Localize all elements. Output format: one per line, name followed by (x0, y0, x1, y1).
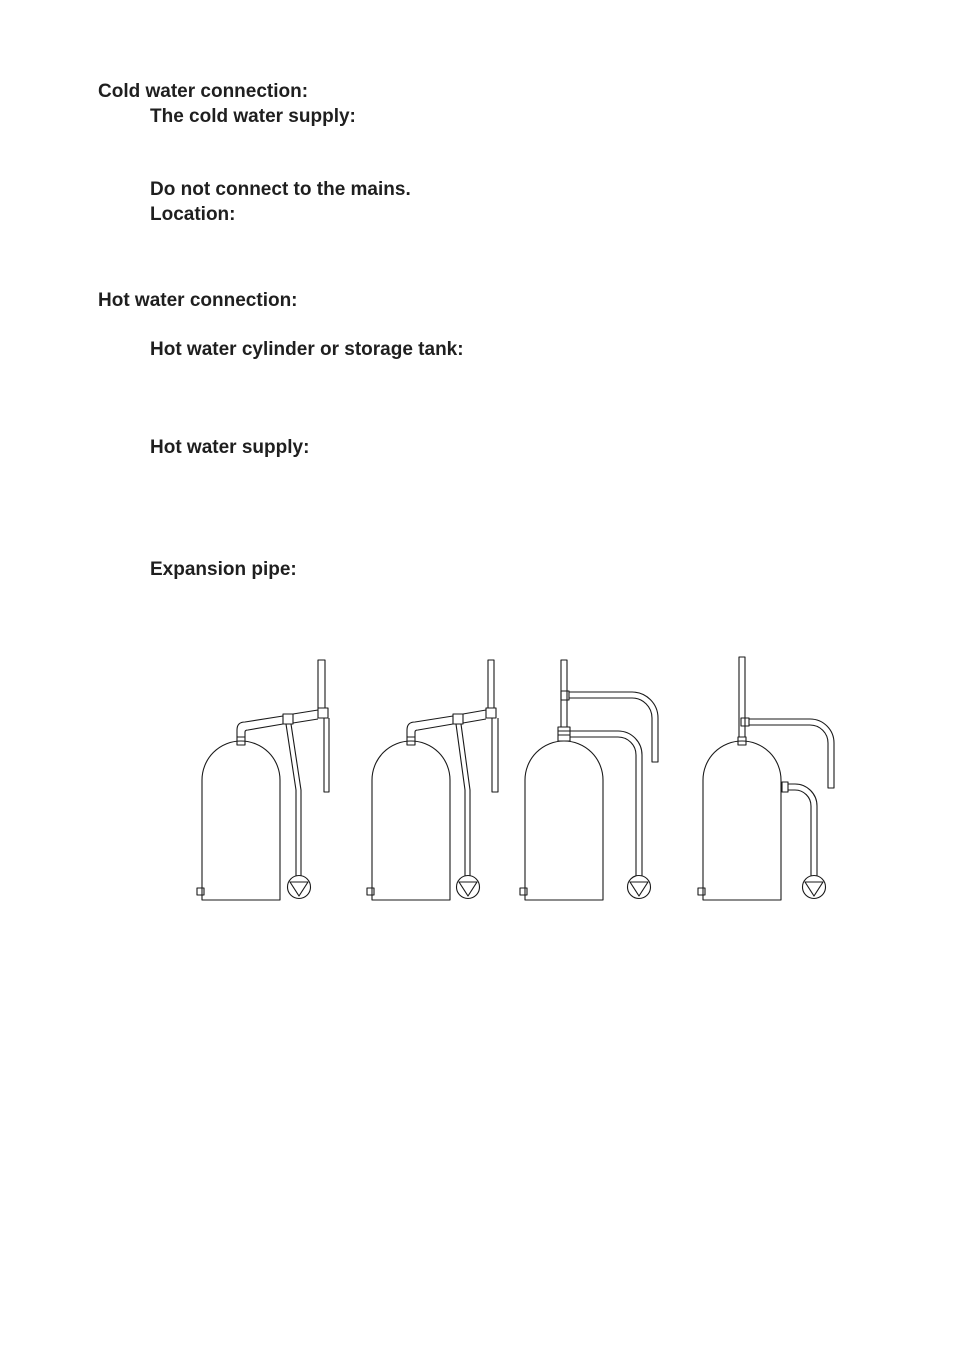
installation-4 (698, 657, 834, 900)
installation-1 (197, 660, 329, 900)
vent-pipe (569, 692, 658, 762)
tee-fitting (283, 714, 293, 724)
cold-inlet (698, 888, 705, 895)
mains-warning: Do not connect to the mains. (150, 179, 411, 200)
installation-3 (520, 660, 658, 900)
expansion-pipe (739, 657, 745, 737)
location-heading: Location: (150, 204, 236, 225)
flow-pipe (788, 784, 817, 876)
cylinder (703, 741, 781, 900)
tee-fitting (453, 714, 463, 724)
expansion-pipe (561, 660, 567, 727)
cylinder-heading: Hot water cylinder or storage tank: (150, 339, 464, 360)
pump-triangle-icon (803, 876, 826, 899)
return-pipe (456, 724, 470, 876)
tee-fitting (561, 691, 569, 700)
expansion-pipe (318, 660, 329, 792)
side-outlet (782, 782, 788, 792)
cold-inlet (367, 888, 374, 895)
expansion-pipe (488, 660, 498, 792)
supply-pipe (463, 710, 486, 723)
vent-pipe (749, 719, 834, 788)
outlet-fitting (558, 727, 570, 741)
tee-fitting (486, 708, 496, 718)
hot-water-supply-heading: Hot water supply: (150, 437, 310, 458)
installation-2 (367, 660, 498, 900)
supply-pipe (293, 710, 318, 723)
pump-triangle-icon (288, 876, 311, 899)
hot-water-heading: Hot water connection: (98, 290, 298, 311)
tee-fitting (318, 708, 328, 718)
installation-diagram (190, 650, 850, 920)
cylinder (202, 741, 280, 900)
cold-inlet (197, 888, 204, 895)
cold-inlet (520, 888, 527, 895)
return-pipe (286, 724, 301, 876)
hot-pipe (237, 716, 283, 737)
cold-water-supply-heading: The cold water supply: (150, 106, 356, 127)
hot-pipe (407, 716, 453, 737)
flow-pipe (570, 731, 642, 876)
cylinder (372, 741, 450, 900)
expansion-pipe-heading: Expansion pipe: (150, 559, 297, 580)
cylinder (525, 741, 603, 900)
pump-triangle-icon (628, 876, 651, 899)
pump-triangle-icon (457, 876, 480, 899)
cold-water-heading: Cold water connection: (98, 81, 309, 102)
